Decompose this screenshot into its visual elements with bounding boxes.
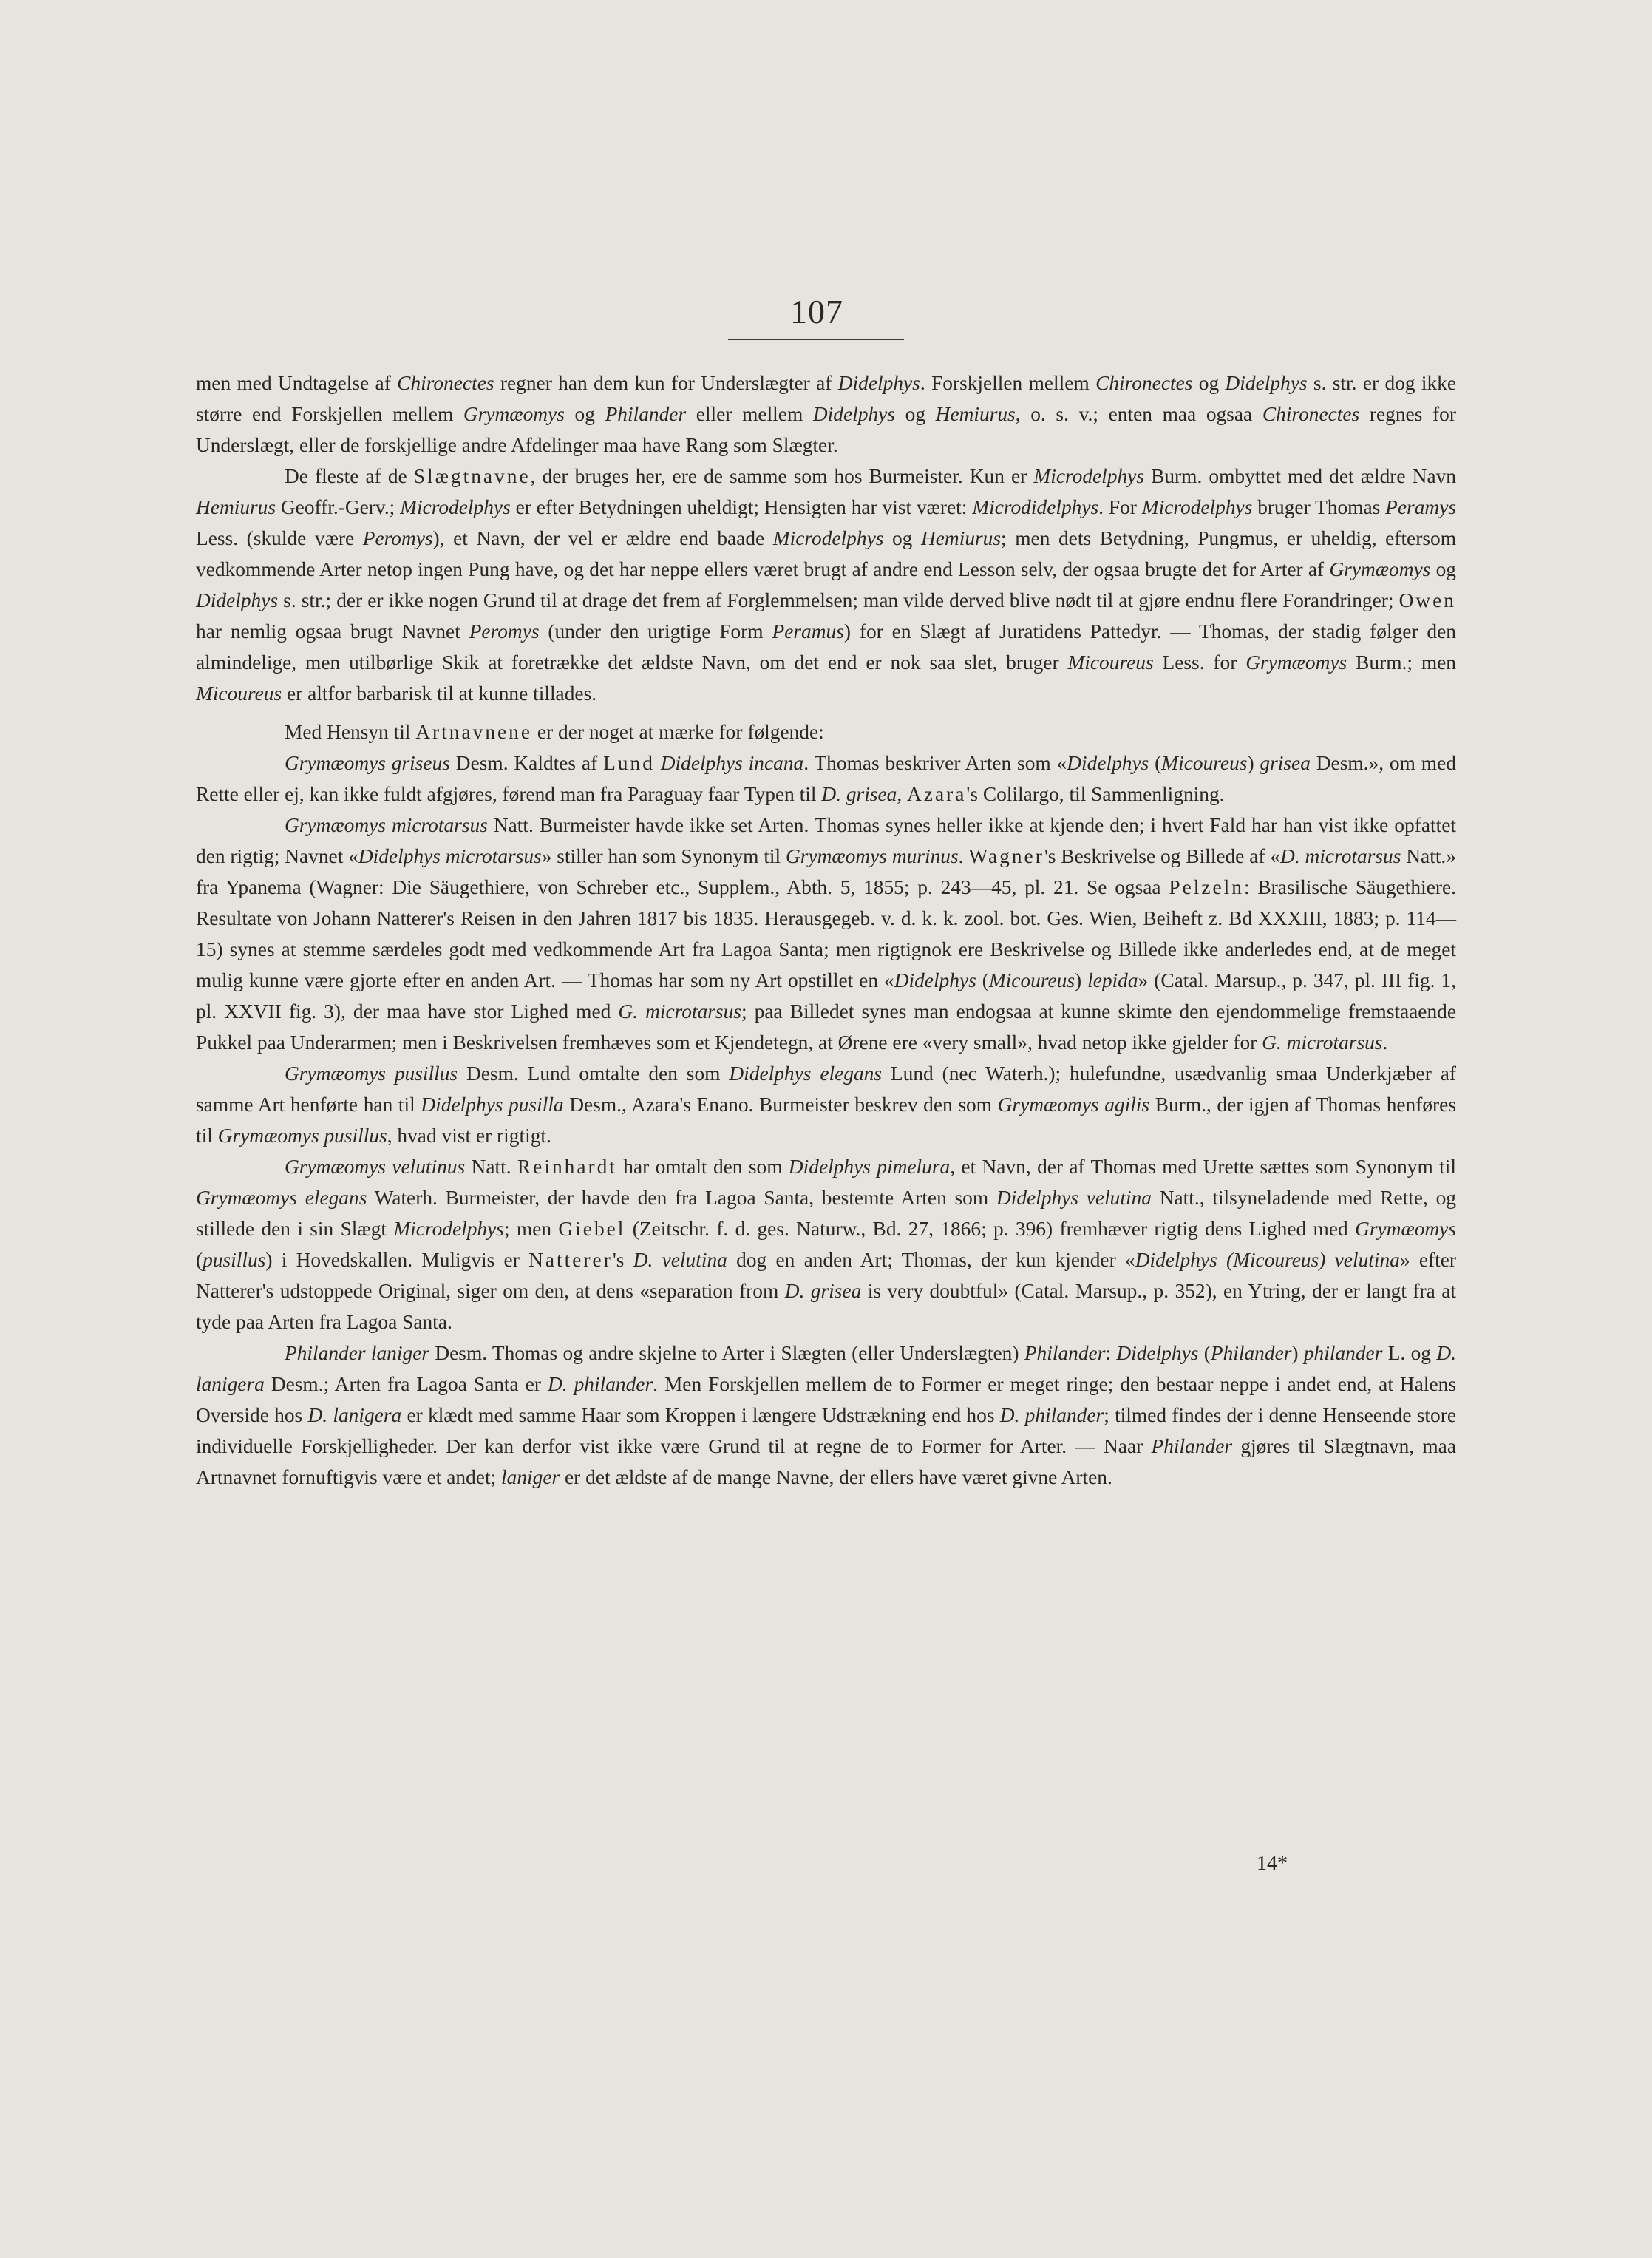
italic-term: Grymæomys pusillus xyxy=(285,1062,458,1085)
italic-term: grisea xyxy=(1260,752,1311,774)
italic-term: Didelphys velutina xyxy=(996,1187,1152,1209)
italic-term: Micoureus xyxy=(1161,752,1248,774)
italic-term: Philander xyxy=(1024,1342,1106,1364)
text-run: : xyxy=(1105,1342,1117,1364)
body-text xyxy=(196,367,1456,1493)
paragraph xyxy=(196,716,1456,747)
italic-term: Grymæomys velutinus xyxy=(285,1156,466,1178)
text-run: Burm. ombyttet med det ældre Navn xyxy=(1144,465,1456,487)
text-run: Desm. Thomas og andre skjelne to Arter i Slægten (eller Underslægten) xyxy=(429,1342,1024,1364)
text-run: ) xyxy=(1291,1342,1304,1364)
text-run: ; men xyxy=(503,1218,559,1240)
text-run: , hvad vist er rigtigt. xyxy=(387,1125,551,1147)
italic-term: Grymæomys xyxy=(1355,1218,1457,1240)
italic-term: Microdidelphys xyxy=(972,496,1099,518)
text-run: regnes for Underslægt, eller de forskjellige andre Afdelinger maa have Rang som Slægter. xyxy=(196,403,1456,456)
text-run: Burm., der igjen af Thomas henføres til xyxy=(196,1094,1456,1147)
text-run: Natt.» fra Ypanema (Wagner: Die Säugethiere, von Schreber etc., Supplem., Abth. 5, 1855; p. 243—45, pl. 21. Se ogsaa xyxy=(196,845,1456,898)
text-run: 's xyxy=(612,1249,633,1271)
italic-term: Grymæomys microtarsus xyxy=(285,814,488,836)
text-run: Natt., tilsyneladende med Rette, og stillede den i sin Slægt xyxy=(196,1187,1456,1240)
text-run: regner han dem kun for Underslægter af xyxy=(494,372,838,394)
paragraph xyxy=(196,810,1456,1058)
paragraph xyxy=(196,747,1456,810)
text-run: er der noget at mærke for følgende: xyxy=(532,721,824,743)
text-run: 's Beskrivelse og Billede af « xyxy=(1044,845,1281,867)
text-run: , o. s. v.; enten maa ogsaa xyxy=(1015,403,1262,425)
italic-term: Didelphys pimelura xyxy=(788,1156,951,1178)
text-run: er altfor barbarisk til at kunne tillades. xyxy=(282,682,597,705)
text-run: Med Hensyn til xyxy=(285,721,416,743)
italic-term: Didelphys pusilla xyxy=(421,1094,564,1116)
italic-term: Micoureus xyxy=(196,682,282,705)
text-run: , der bruges her, ere de samme som hos Burmeister. Kun er xyxy=(530,465,1034,487)
text-run: ( xyxy=(1198,1342,1211,1364)
text-run: Desm. Kaldtes af xyxy=(449,752,604,774)
text-run: og xyxy=(883,527,921,549)
text-run: Desm.; Arten fra Lagoa Santa er xyxy=(264,1373,548,1395)
italic-term: Grymæomys xyxy=(1245,651,1347,674)
text-run: » stiller han som Synonym til xyxy=(541,845,786,867)
italic-term: Hemiurus xyxy=(920,527,1002,549)
text-run: s. str. er dog ikke større end Forskjellen mellem xyxy=(196,372,1457,425)
italic-term: G. microtarsus xyxy=(618,1000,741,1023)
text-run: De fleste af de xyxy=(285,465,414,487)
text-run: . Men Forskjellen mellem de to Former er meget ringe; den bestaar neppe i andet end, at Halens Overside hos xyxy=(196,1373,1456,1426)
italic-term: lepida xyxy=(1087,969,1138,991)
spaced-term: Pelzeln xyxy=(1169,876,1244,898)
italic-term: Didelphys xyxy=(196,589,279,611)
spaced-term: Slægtnavne xyxy=(413,465,531,487)
text-run: er det ældste af de mange Navne, der ellers have været givne Arten. xyxy=(560,1466,1112,1488)
text-run: Desm., Azara's Enano. Burmeister beskrev den som xyxy=(563,1094,998,1116)
text-run: , et Navn, der af Thomas med Urette sættes som Synonym til xyxy=(950,1156,1456,1178)
signature-mark: 14* xyxy=(1257,1852,1288,1875)
italic-term: philander xyxy=(1303,1342,1383,1364)
italic-term: Philander xyxy=(1210,1342,1292,1364)
italic-term: laniger xyxy=(501,1466,560,1488)
text-run: 's Colilargo, til Sammenligning. xyxy=(966,783,1225,805)
italic-term: D. grisea xyxy=(821,783,897,805)
italic-term: Microdelphys xyxy=(393,1218,504,1240)
italic-term: Grymæomys xyxy=(1329,558,1431,580)
text-run xyxy=(655,752,661,774)
text-run: er klædt med samme Haar som Kroppen i længere Udstrækning end hos xyxy=(401,1404,1000,1426)
paragraph xyxy=(196,461,1456,709)
italic-term: Micoureus xyxy=(988,969,1075,991)
text-run: Burm.; men xyxy=(1347,651,1456,674)
italic-term: Hemiurus xyxy=(935,403,1016,425)
italic-term: Didelphys (Micoureus) velutina xyxy=(1135,1249,1400,1271)
text-run: (under den urigtige Form xyxy=(539,620,772,643)
italic-term: Grymæomys xyxy=(463,403,565,425)
paragraph xyxy=(196,1337,1456,1493)
italic-term: Peromys xyxy=(469,620,540,643)
spaced-term: Owen xyxy=(1398,589,1456,611)
text-run: ( xyxy=(196,1249,203,1271)
italic-term: Philander xyxy=(1151,1435,1233,1457)
text-run: er efter Betydningen uheldigt; Hensigten har vist været: xyxy=(510,496,973,518)
italic-term: D. microtarsus xyxy=(1280,845,1401,867)
text-run: Geoffr.-Gerv.; xyxy=(276,496,401,518)
text-run: og xyxy=(1430,558,1456,580)
text-run: s. str.; der er ikke nogen Grund til at drage det frem af Forglemmelsen; man vilde derved blive nødt til at gjøre endnu flere Forandringer; xyxy=(278,589,1399,611)
text-run: Less. (skulde være xyxy=(196,527,363,549)
italic-term: Didelphys xyxy=(894,969,976,991)
text-run: Natt. xyxy=(465,1156,517,1178)
text-run: : Brasilische Säugethiere. Resultate von Johann Natterer's Reisen in den Jahren 1817 bis 1835. Herausgegeb. v. d. k. k. zool. bot. Ges. Wien, Beiheft z. Bd XXXIII, 1883; p. 114—15) synes at stemme særdeles godt med vedkommende Art fra Lagoa Santa; men rigtignok ere Beskrivelse og Billede ikke anderledes end, at de meget mulig kunne være gjorte efter en anden Art. — Thomas har som ny Art opstillet en « xyxy=(196,876,1456,991)
text-run: , xyxy=(897,783,908,805)
text-run: ; men dets Betydning, Pungmus, er uheldig, eftersom vedkommende Arter netop ingen Pung have, og det har neppe ellers været brugt af andre end Lesson selv, der ogsaa brugte det for Arter af xyxy=(196,527,1456,580)
italic-term: Didelphys xyxy=(1067,752,1149,774)
text-run: ) i Hovedskallen. Muligvis er xyxy=(265,1249,529,1271)
italic-term: Chironectes xyxy=(1262,403,1360,425)
italic-term: Chironectes xyxy=(1095,372,1193,394)
text-run: ; paa Billedet synes man endogsaa at kunne skimte den ejendommelige fremstaaende Pukkel paa Underarmen; men i Beskrivelsen fremhæves som et Kjendetegn, at Ørene ere «very small», hvad netop ikke gjelder for xyxy=(196,1000,1457,1054)
text-run: . Forskjellen mellem xyxy=(920,372,1096,394)
page-number: 107 xyxy=(790,293,843,330)
italic-term: D. lanigera xyxy=(196,1342,1456,1395)
text-run: is very doubtful» (Catal. Marsup., p. 352), en Ytring, der er langt fra at tyde paa Arten fra Lagoa Santa. xyxy=(196,1280,1457,1333)
text-run: ) for en Slægt af Juratidens Pattedyr. — Thomas, der stadig følger den almindelige, men utilbørlige Skik at foretrække det ældste Navn, om det end er nok saa slet, bruger xyxy=(196,620,1456,674)
text-run: men med Undtagelse af xyxy=(196,372,398,394)
text-run: » efter Natterer's udstoppede Original, siger om den, at dens «separation from xyxy=(196,1249,1457,1302)
italic-term: Philander xyxy=(605,403,687,425)
text-run: har omtalt den som xyxy=(616,1156,789,1178)
spaced-term: Artnavnene xyxy=(415,721,533,743)
text-run: . xyxy=(1382,1031,1388,1054)
text-run: . For xyxy=(1098,496,1142,518)
text-run: ( xyxy=(1149,752,1162,774)
italic-term: Didelphys elegans xyxy=(729,1062,882,1085)
paragraph xyxy=(196,1151,1456,1337)
italic-term: Grymæomys murinus xyxy=(786,845,959,867)
text-run: Natt. Burmeister havde ikke set Arten. Thomas synes heller ikke at kjende den; i hvert Fald har han vist ikke opfattet den rigtig; Navnet « xyxy=(196,814,1456,867)
text-run: Waterh. Burmeister, der havde den fra Lagoa Santa, bestemte Arten som xyxy=(367,1187,996,1209)
italic-term: Didelphys xyxy=(1116,1342,1199,1364)
text-run: . Thomas beskriver Arten som « xyxy=(803,752,1067,774)
text-run: eller mellem xyxy=(686,403,813,425)
italic-term: G. microtarsus xyxy=(1262,1031,1383,1054)
italic-term: Didelphys xyxy=(812,403,895,425)
text-run: og xyxy=(894,403,936,425)
italic-term: Microdelphys xyxy=(1033,465,1144,487)
italic-term: Grymæomys griseus xyxy=(285,752,450,774)
italic-term: Grymæomys pusillus xyxy=(217,1125,387,1147)
text-run: Desm.», om med Rette eller ej, kan ikke fuldt afgjøres, førend man fra Paraguay faar Typen til xyxy=(196,752,1456,805)
italic-term: D. philander xyxy=(547,1373,653,1395)
italic-term: Micoureus xyxy=(1067,651,1154,674)
paragraph xyxy=(196,1058,1456,1151)
italic-term: Microdelphys xyxy=(400,496,511,518)
text-run: ( xyxy=(976,969,989,991)
italic-term: pusillus xyxy=(203,1249,266,1271)
italic-term: Peromys xyxy=(362,527,433,549)
italic-term: Peramys xyxy=(1385,496,1457,518)
text-run: og xyxy=(564,403,605,425)
spaced-term: Natterer xyxy=(528,1249,613,1271)
text-run: dog en anden Art; Thomas, der kun kjender « xyxy=(727,1249,1135,1271)
text-run: ) xyxy=(1075,969,1088,991)
spaced-term: Azara xyxy=(907,783,967,805)
text-run: Less. for xyxy=(1153,651,1246,674)
text-run: gjøres til Slægtnavn, maa Artnavnet fornuftigvis være et andet; xyxy=(196,1435,1456,1488)
italic-term: Microdelphys xyxy=(772,527,884,549)
italic-term: Didelphys xyxy=(1225,372,1308,394)
italic-term: D. grisea xyxy=(784,1280,862,1302)
spaced-term: Reinhardt xyxy=(517,1156,617,1178)
text-run: L. og xyxy=(1382,1342,1437,1364)
italic-term: Didelphys xyxy=(837,372,920,394)
text-run: ) xyxy=(1247,752,1260,774)
italic-term: Grymæomys elegans xyxy=(196,1187,367,1209)
text-run: Lund (nec Waterh.); hulefundne, usædvanlig smaa Underkjæber af samme Art henførte han til xyxy=(196,1062,1456,1116)
spaced-term: Wagner xyxy=(968,845,1044,867)
text-run: » (Catal. Marsup., p. 347, pl. III fig. 1, pl. XXVII fig. 3), der maa have stor Lighed med xyxy=(196,969,1456,1023)
italic-term: Chironectes xyxy=(397,372,494,394)
text-run: bruger Thomas xyxy=(1252,496,1386,518)
header-rule xyxy=(728,339,904,340)
italic-term: D. lanigera xyxy=(307,1404,402,1426)
text-run: ; tilmed findes der i denne Henseende store individuelle Forskjelligheder. Der kan derfor vist ikke være Grund til at regne de to Former for Arter. — Naar xyxy=(196,1404,1456,1457)
italic-term: Didelphys incana xyxy=(660,752,804,774)
text-run: og xyxy=(1192,372,1226,394)
text-run: Desm. Lund omtalte den som xyxy=(458,1062,730,1085)
italic-term: Peramus xyxy=(772,620,844,643)
italic-term: Didelphys microtarsus xyxy=(358,845,542,867)
italic-term: D. philander xyxy=(999,1404,1104,1426)
italic-term: Grymæomys agilis xyxy=(997,1094,1150,1116)
spaced-term: Lund xyxy=(603,752,655,774)
italic-term: Philander laniger xyxy=(285,1342,430,1364)
text-run: har nemlig ogsaa brugt Navnet xyxy=(196,620,469,643)
paragraph xyxy=(196,367,1456,461)
italic-term: Hemiurus xyxy=(196,496,276,518)
text-run: (Zeitschr. f. d. ges. Naturw., Bd. 27, 1866; p. 396) fremhæver rigtig dens Lighed med xyxy=(625,1218,1356,1240)
spaced-term: Giebel xyxy=(558,1218,626,1240)
italic-term: D. velutina xyxy=(633,1249,727,1271)
italic-term: Microdelphys xyxy=(1141,496,1253,518)
text-run: . xyxy=(958,845,969,867)
text-run: ), et Navn, der vel er ældre end baade xyxy=(432,527,773,549)
